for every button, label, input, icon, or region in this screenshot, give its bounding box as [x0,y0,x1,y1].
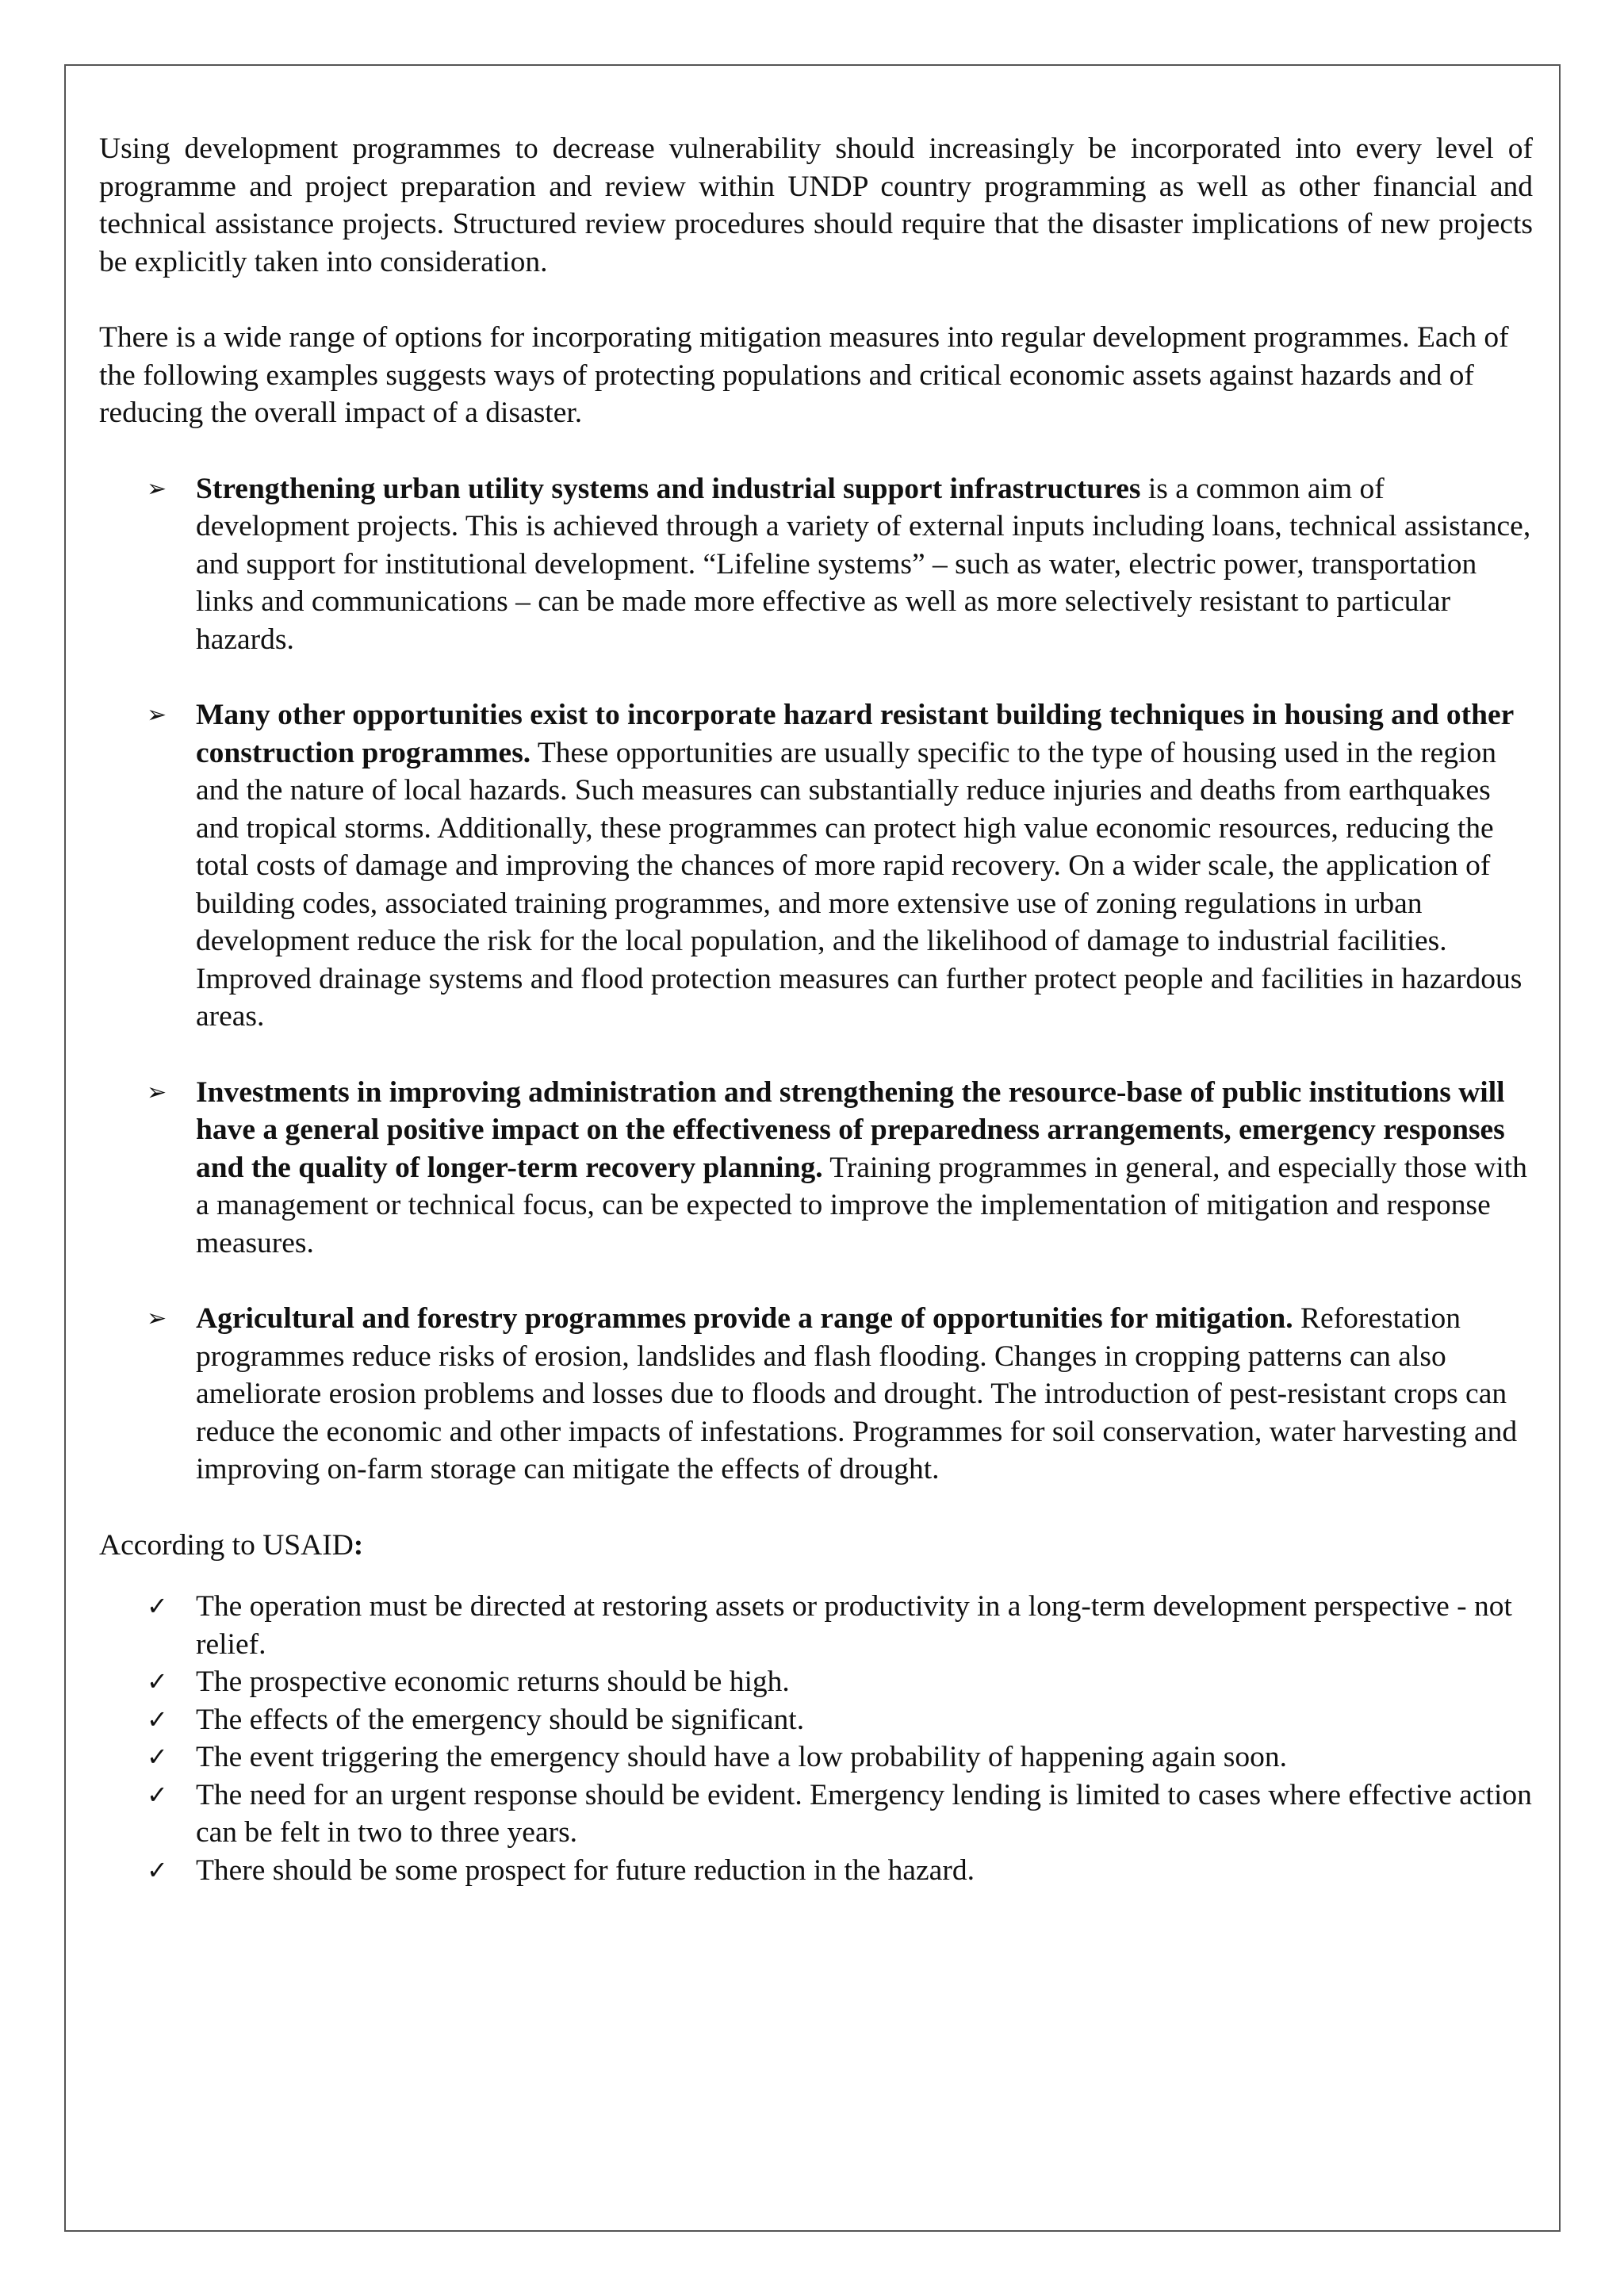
list-item [147,1074,1533,1263]
list-item-bold-lead: Many other opportunities exist to incorporate hazard resistant building techniques in housing and other construction programmes. [196,699,1514,769]
usaid-criteria-list [99,1588,1533,1889]
checkmark-icon: ✓ [147,1591,168,1621]
usaid-heading-colon: : [353,1528,364,1562]
list-item-bold-lead: Agricultural and forestry programmes provide a range of opportunities for mitigation. [196,1302,1293,1335]
list-item-bold-lead: Strengthening urban utility systems and industrial support infrastructures [196,472,1141,505]
criteria-text: The need for an urgent response should be evident. Emergency lending is limited to cases where effective action can be felt in two to three years. [196,1778,1532,1849]
list-item [147,1588,1533,1663]
intro-paragraph-2: There is a wide range of options for incorporating mitigation measures into regular development programmes. Each of the following examples suggests ways of protecting populations and critical economic assets against hazards and of reducing the overall impact of a disaster. [99,321,1509,429]
list-item [147,1852,1533,1890]
usaid-heading-text: According to USAID [99,1528,354,1562]
list-item [147,1738,1533,1777]
criteria-text: The effects of the emergency should be significant. [196,1703,805,1736]
criteria-text: The operation must be directed at restoring assets or productivity in a long-term development perspective - not relief. [196,1590,1512,1661]
mitigation-options-list [99,470,1533,1489]
list-item [147,1701,1533,1739]
arrow-bullet-icon: ➢ [147,1305,167,1332]
arrow-bullet-icon: ➢ [147,474,167,503]
list-item-text: These opportunities are usually specific to the type of housing used in the region and the nature of local hazards. Such measures can substantially reduce injuries and deaths from earthquakes and tropical storms. Additionally, these programmes can protect high value economic resources, reducing the total costs of damage and improving the chances of more rapid recovery. On a wider scale, the application of building codes, associated training programmes, and more extensive use of zoning regulations in urban development reduce the risk for the local population, and the likelihood of damage to industrial facilities. Improved drainage systems and flood protection measures can further protect people and facilities in hazardous areas. [196,736,1522,1033]
list-item [147,1663,1533,1701]
checkmark-icon: ✓ [147,1704,168,1734]
usaid-heading [99,1527,1533,1565]
criteria-text: The event triggering the emergency should have a low probability of happening again soon. [196,1741,1288,1773]
criteria-text: The prospective economic returns should be high. [196,1665,790,1698]
arrow-bullet-icon: ➢ [147,701,167,729]
list-item [147,470,1533,659]
intro-paragraph-1: Using development programmes to decrease vulnerability should increasingly be incorporated into every level of programme and project preparation and review within UNDP country programming as well as other financial and technical assistance projects. Structured review procedures should require that the disaster implications of new projects be explicitly taken into consideration. [99,132,1533,278]
checkmark-icon: ✓ [147,1854,168,1885]
list-item-text: Reforestation programmes reduce risks of erosion, landslides and flash flooding. Changes in cropping patterns can also ameliorate erosion problems and losses due to floods and drought. The introduction of pest-resistant crops can reduce the economic and other impacts of infestations. Programmes for soil conservation, water harvesting and improving on-farm storage can mitigate the effects of drought. [196,1302,1518,1485]
list-item [147,1300,1533,1489]
document-body [99,130,1533,1889]
list-item-text: is a common aim of development projects. This is achieved through a variety of external inputs including loans, technical assistance, and support for institutional development. “Lifeline systems” – such as water, electric power, transportation links and communications – can be made more effective as well as more selectively resistant to particular hazards. [196,472,1531,656]
list-item [147,1777,1533,1852]
arrow-bullet-icon: ➢ [147,1078,167,1106]
checkmark-icon: ✓ [147,1779,168,1810]
list-item-text: Training programmes in general, and especially those with a management or technical focus, can be expected to improve the implementation of mitigation and response measures. [196,1151,1527,1259]
list-item [147,696,1533,1036]
list-item-bold-lead: Investments in improving administration and strengthening the resource-base of public institutions will have a general positive impact on the effectiveness of preparedness arrangements, emergency responses and the quality of longer-term recovery planning. [196,1075,1505,1184]
criteria-text: There should be some prospect for future reduction in the hazard. [196,1853,975,1887]
checkmark-icon: ✓ [147,1666,168,1696]
checkmark-icon: ✓ [147,1742,168,1772]
